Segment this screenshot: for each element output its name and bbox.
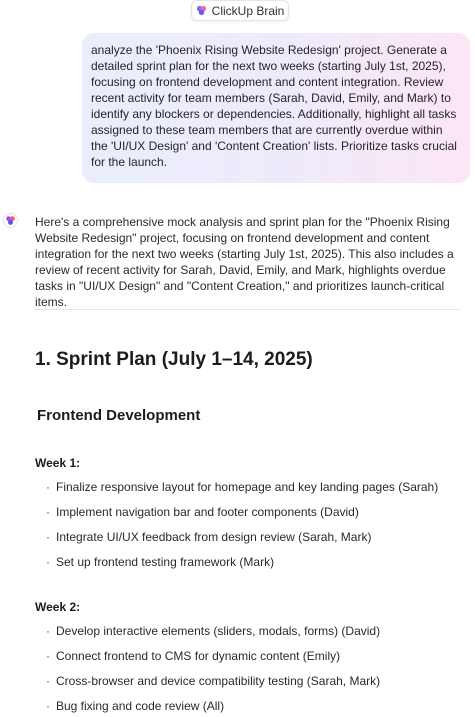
week-2-label: Week 2: bbox=[35, 600, 81, 614]
week-1-task-list bbox=[46, 479, 438, 579]
assistant-intro: Here's a comprehensive mock analysis and sprint plan for the "Phoenix Rising Website Redesign" project, focusing on frontend development and content integration for the next two weeks (starting July 1st, 2025). This also includes a review of recent activity for Sarah, David, Emily, and Mark, highlights overdue tasks in "UI/UX Design" and "Content Creation," and prioritizes launch-critical items. bbox=[35, 215, 454, 309]
list-item: · Cross-browser and device compatibility testing (Sarah, Mark) bbox=[46, 674, 381, 688]
list-item: · Finalize responsive layout for homepage and key landing pages (Sarah) bbox=[46, 480, 439, 494]
clickup-brain-icon bbox=[3, 213, 18, 228]
list-item: · Integrate UI/UX feedback from design review (Sarah, Mark) bbox=[46, 530, 372, 544]
clickup-brain-header bbox=[191, 0, 289, 21]
list-item: · Bug fixing and code review (All) bbox=[46, 699, 225, 713]
user-message-bubble bbox=[82, 33, 470, 183]
brand-name: ClickUp Brain bbox=[211, 3, 285, 18]
week-1-label: Week 1: bbox=[35, 456, 81, 470]
sprint-plan-heading: 1. Sprint Plan (July 1–14, 2025) bbox=[35, 349, 313, 370]
clickup-brain-icon bbox=[196, 5, 207, 16]
list-item: · Develop interactive elements (sliders, modals, forms) (David) bbox=[46, 624, 381, 638]
divider bbox=[35, 309, 461, 310]
frontend-development-heading: Frontend Development bbox=[37, 407, 201, 424]
list-item: · Set up frontend testing framework (Mark) bbox=[46, 555, 275, 569]
week-2-task-list bbox=[46, 623, 380, 717]
user-message-text: analyze the 'Phoenix Rising Website Redesign' project. Generate a detailed sprint plan for the next two weeks (starting July 1st, 2025), focusing on frontend development and content integration. Review recent activity for team members (Sarah, David, Emily, and Mark) to identify any blockers or dependencies. Additionally, highlight all tasks assigned to these team members that are currently overdue within the 'UI/UX Design' and 'Content Creation' lists. Prioritize tasks crucial for the launch. bbox=[91, 43, 457, 169]
list-item: · Implement navigation bar and footer components (David) bbox=[46, 505, 359, 519]
list-item: · Connect frontend to CMS for dynamic content (Emily) bbox=[46, 649, 341, 663]
